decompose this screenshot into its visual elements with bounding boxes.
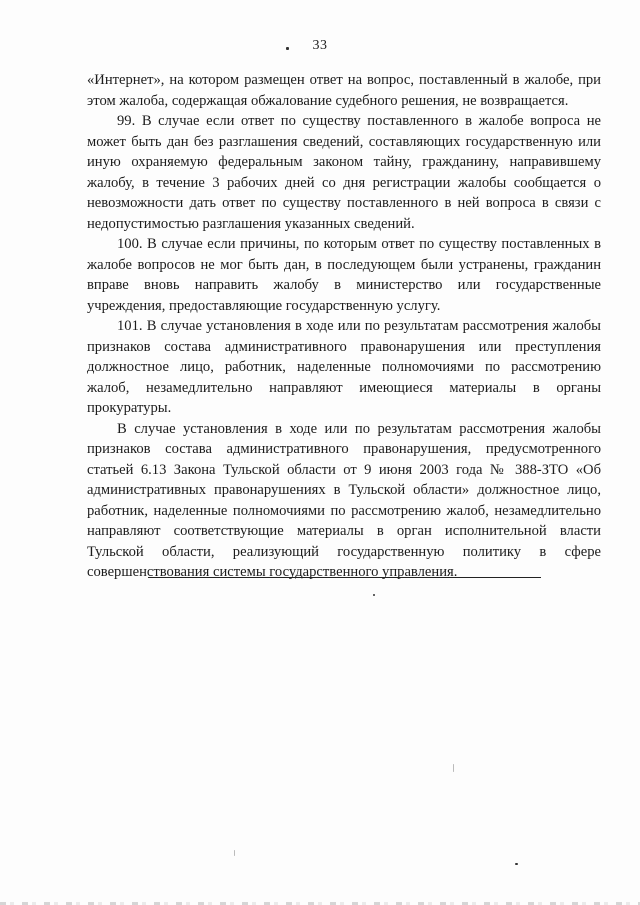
scan-speck [453,764,454,772]
scan-speck [286,47,289,50]
paragraph-continuation: «Интернет», на котором размещен ответ на вопрос, поставленный в жалобе, при этом жалоба, содержащая обжалование судебного решения, не возвращается. [87,72,601,109]
page-number: 33 [312,38,328,53]
end-divider-line [148,577,541,578]
scan-speck [373,594,375,596]
body-text [87,70,601,583]
paragraph-99: 99. В случае если ответ по существу поставленного в жалобе вопроса не может быть дан без разглашения сведений, составляющих государственную или иную охраняемую федеральным законом тайну, гражданину, направившему жалобу, в течение 3 рабочих дней со дня регистрации жалобы сообщается о невозможности дать ответ по существу поставленного в ней вопроса в связи с недопустимостью разглашения указанных сведений. [87,113,601,232]
paragraph-101: 101. В случае установления в ходе или по результатам рассмотрения жалобы признаков состава административного правонарушения или преступления должностное лицо, работник, наделенные полномочиями по рассмотрению жалоб, незамедлительно направляют имеющиеся материалы в органы прокуратуры. [87,318,601,416]
paragraph-100: 100. В случае если причины, по которым ответ по существу поставленных в жалобе вопросов не мог быть дан, в последующем были устранены, гражданин вправе вновь направить жалобу в министерство или государственные учреждения, предоставляющие государственную услугу. [87,236,601,314]
paragraph-101-continued: В случае установления в ходе или по результатам рассмотрения жалобы признаков состава административного правонарушения, предусмотренного статьей 6.13 Закона Тульской области от 9 июня 2003 года № 388-ЗТО «Об административных правонарушениях в Тульской области» должностное лицо, работник, наделенные полномочиями по рассмотрению жалоб, незамедлительно направляют соответствующие материалы в орган исполнительной власти Тульской области, реализующий государственную политику в сфере совершенствования системы государственного управления. [87,420,601,580]
scan-speck [515,863,518,865]
scan-speck [234,850,235,856]
